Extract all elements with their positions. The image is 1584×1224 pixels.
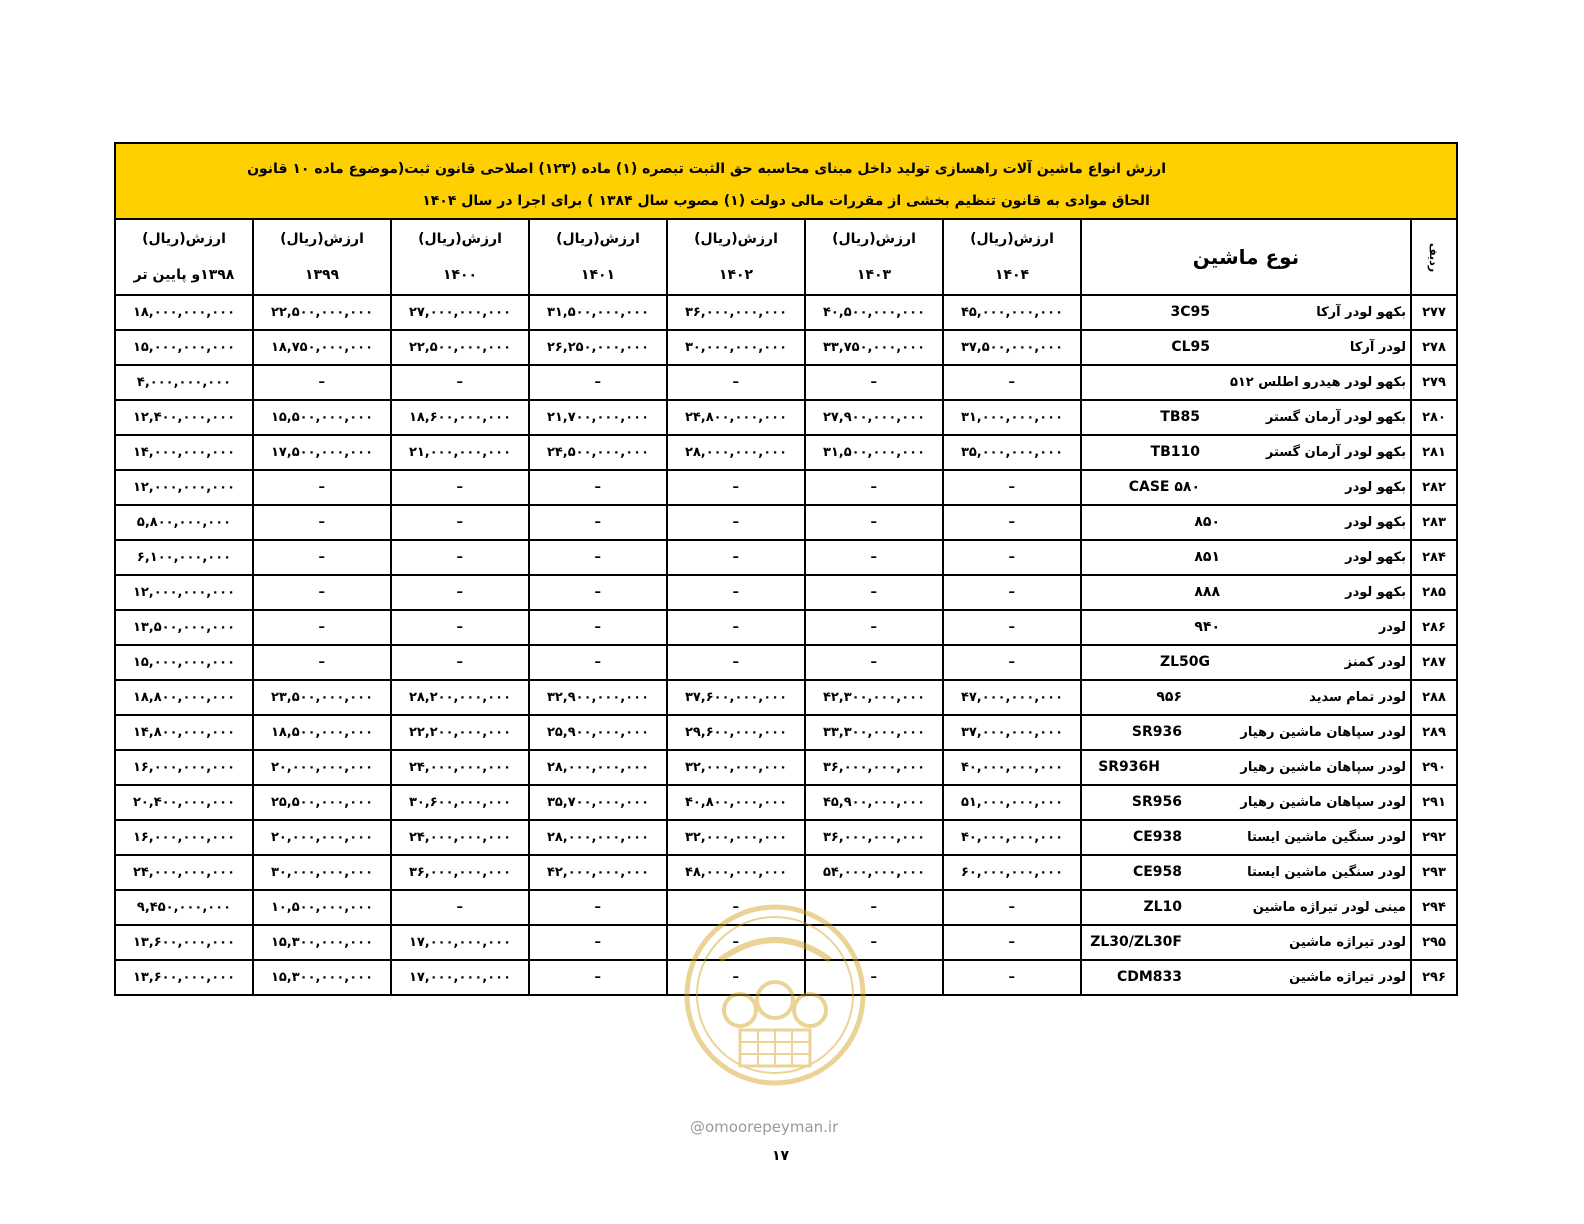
row-number: ۲۸۰ xyxy=(1411,400,1457,435)
table-row xyxy=(115,855,1457,890)
machine-name-cell xyxy=(1081,435,1411,470)
table-row xyxy=(115,295,1457,330)
value-cell: – xyxy=(529,505,667,540)
table-row xyxy=(115,645,1457,680)
value-cell: ۳۶,۰۰۰,۰۰۰,۰۰۰ xyxy=(667,295,805,330)
value-cell: ۱۷,۰۰۰,۰۰۰,۰۰۰ xyxy=(391,960,529,995)
value-cell: – xyxy=(529,470,667,505)
header-value-col xyxy=(115,219,253,295)
header-value-col xyxy=(391,219,529,295)
machine-model-code: CE938 xyxy=(1132,829,1182,845)
value-cell: – xyxy=(943,540,1081,575)
machine-name: بکهو لودر xyxy=(1345,550,1406,565)
machine-name: بکهو لودر xyxy=(1345,480,1406,495)
value-cell: – xyxy=(943,890,1081,925)
header-radif: ردیف xyxy=(1411,219,1457,295)
value-cell: ۱۷,۵۰۰,۰۰۰,۰۰۰ xyxy=(253,435,391,470)
value-cell: ۱۸,۰۰۰,۰۰۰,۰۰۰ xyxy=(115,295,253,330)
value-cell: ۴۰,۰۰۰,۰۰۰,۰۰۰ xyxy=(943,820,1081,855)
value-cell: ۵۱,۰۰۰,۰۰۰,۰۰۰ xyxy=(943,785,1081,820)
value-cell: – xyxy=(529,960,667,995)
value-cell: – xyxy=(805,575,943,610)
value-cell: ۳۵,۰۰۰,۰۰۰,۰۰۰ xyxy=(943,435,1081,470)
value-cell: ۳۱,۵۰۰,۰۰۰,۰۰۰ xyxy=(805,435,943,470)
machine-name-cell xyxy=(1081,610,1411,645)
header-year: ۱۴۰۱ xyxy=(580,267,616,283)
machine-name: لودر تیراژه ماشین xyxy=(1289,935,1406,950)
machine-name: بکهو لودر آرمان گستر xyxy=(1265,445,1406,460)
machinery-value-table xyxy=(114,142,1458,996)
value-cell: ۱۸,۵۰۰,۰۰۰,۰۰۰ xyxy=(253,715,391,750)
machine-name: لودر تمام سدید xyxy=(1309,690,1406,705)
machine-name-cell xyxy=(1081,785,1411,820)
value-cell: – xyxy=(805,365,943,400)
row-number: ۲۹۰ xyxy=(1411,750,1457,785)
table-row xyxy=(115,715,1457,750)
value-cell: – xyxy=(391,645,529,680)
machine-name: لودر xyxy=(1378,620,1406,635)
value-cell: – xyxy=(667,365,805,400)
value-cell: – xyxy=(253,610,391,645)
machine-name: لودر سپاهان ماشین رهیار xyxy=(1240,760,1406,775)
value-cell: ۴۷,۰۰۰,۰۰۰,۰۰۰ xyxy=(943,680,1081,715)
value-cell: ۲۴,۰۰۰,۰۰۰,۰۰۰ xyxy=(391,820,529,855)
header-value-label: ارزش(ریال) xyxy=(556,231,640,247)
row-number: ۲۹۴ xyxy=(1411,890,1457,925)
machine-name: بکهو لودر آرمان گستر xyxy=(1265,410,1406,425)
machine-model-code: 3C95 xyxy=(1170,304,1210,320)
value-cell: ۲۵,۵۰۰,۰۰۰,۰۰۰ xyxy=(253,785,391,820)
value-cell: ۱۲,۴۰۰,۰۰۰,۰۰۰ xyxy=(115,400,253,435)
table-row xyxy=(115,575,1457,610)
value-cell: – xyxy=(391,470,529,505)
table-row xyxy=(115,330,1457,365)
value-cell: ۲۴,۰۰۰,۰۰۰,۰۰۰ xyxy=(391,750,529,785)
value-cell: ۲۱,۰۰۰,۰۰۰,۰۰۰ xyxy=(391,435,529,470)
value-cell: – xyxy=(391,365,529,400)
value-cell: ۲۰,۰۰۰,۰۰۰,۰۰۰ xyxy=(253,750,391,785)
value-cell: ۳۶,۰۰۰,۰۰۰,۰۰۰ xyxy=(805,820,943,855)
machine-name: لودر آرکا xyxy=(1349,340,1406,355)
machine-name-cell xyxy=(1081,400,1411,435)
value-cell: – xyxy=(943,470,1081,505)
value-cell: – xyxy=(805,470,943,505)
value-cell: – xyxy=(943,610,1081,645)
row-number: ۲۸۴ xyxy=(1411,540,1457,575)
value-cell: ۱۳,۵۰۰,۰۰۰,۰۰۰ xyxy=(115,610,253,645)
machine-name: لودر سپاهان ماشین رهیار xyxy=(1240,795,1406,810)
header-value-col xyxy=(529,219,667,295)
value-cell: – xyxy=(805,890,943,925)
machine-name: لودر سنگین ماشین ایستا xyxy=(1247,830,1406,845)
header-value-col xyxy=(805,219,943,295)
value-cell: ۲۶,۲۵۰,۰۰۰,۰۰۰ xyxy=(529,330,667,365)
value-cell: ۴۲,۰۰۰,۰۰۰,۰۰۰ xyxy=(529,855,667,890)
row-number: ۲۹۳ xyxy=(1411,855,1457,890)
row-number: ۲۸۹ xyxy=(1411,715,1457,750)
table-row xyxy=(115,925,1457,960)
value-cell: ۳۰,۰۰۰,۰۰۰,۰۰۰ xyxy=(667,330,805,365)
value-cell: ۳۰,۶۰۰,۰۰۰,۰۰۰ xyxy=(391,785,529,820)
value-cell: – xyxy=(805,505,943,540)
value-cell: ۲۵,۹۰۰,۰۰۰,۰۰۰ xyxy=(529,715,667,750)
machine-model-code: TB85 xyxy=(1160,409,1200,425)
header-machine-type: نوع ماشین xyxy=(1081,219,1411,295)
header-value-col xyxy=(667,219,805,295)
value-cell: ۴۵,۹۰۰,۰۰۰,۰۰۰ xyxy=(805,785,943,820)
value-cell: – xyxy=(391,540,529,575)
value-cell: ۱۷,۰۰۰,۰۰۰,۰۰۰ xyxy=(391,925,529,960)
header-value-col xyxy=(253,219,391,295)
row-number: ۲۸۷ xyxy=(1411,645,1457,680)
machine-name-cell xyxy=(1081,575,1411,610)
value-cell: ۱۳,۶۰۰,۰۰۰,۰۰۰ xyxy=(115,960,253,995)
table-row xyxy=(115,750,1457,785)
value-cell: ۳۲,۰۰۰,۰۰۰,۰۰۰ xyxy=(667,820,805,855)
machine-name-cell xyxy=(1081,680,1411,715)
value-cell: ۳۷,۶۰۰,۰۰۰,۰۰۰ xyxy=(667,680,805,715)
machine-model-code: ۸۵۰ xyxy=(1194,514,1220,530)
machine-name-cell xyxy=(1081,295,1411,330)
value-cell: ۴۰,۰۰۰,۰۰۰,۰۰۰ xyxy=(943,750,1081,785)
value-cell: ۴۸,۰۰۰,۰۰۰,۰۰۰ xyxy=(667,855,805,890)
machine-name-cell xyxy=(1081,750,1411,785)
value-cell: – xyxy=(667,925,805,960)
header-value-label: ارزش(ریال) xyxy=(280,231,364,247)
machine-model-code: ۹۵۶ xyxy=(1156,689,1182,705)
machine-name: لودر سپاهان ماشین رهیار xyxy=(1240,725,1406,740)
value-cell: ۲۹,۶۰۰,۰۰۰,۰۰۰ xyxy=(667,715,805,750)
machine-model-code: ۸۵۱ xyxy=(1194,549,1220,565)
machine-name-cell xyxy=(1081,855,1411,890)
row-number: ۲۹۲ xyxy=(1411,820,1457,855)
value-cell: – xyxy=(667,470,805,505)
value-cell: – xyxy=(391,610,529,645)
value-cell: ۳۲,۰۰۰,۰۰۰,۰۰۰ xyxy=(667,750,805,785)
table-row xyxy=(115,785,1457,820)
value-cell: ۲۸,۰۰۰,۰۰۰,۰۰۰ xyxy=(667,435,805,470)
value-cell: – xyxy=(391,575,529,610)
value-cell: – xyxy=(943,575,1081,610)
header-year: ۱۴۰۰ xyxy=(442,267,478,283)
value-cell: ۲۳,۵۰۰,۰۰۰,۰۰۰ xyxy=(253,680,391,715)
machine-name: لودر سنگین ماشین ایستا xyxy=(1247,865,1406,880)
value-cell: – xyxy=(943,925,1081,960)
value-cell: ۲۷,۰۰۰,۰۰۰,۰۰۰ xyxy=(391,295,529,330)
machine-model-code: SR936 xyxy=(1131,724,1182,740)
value-cell: ۱۵,۵۰۰,۰۰۰,۰۰۰ xyxy=(253,400,391,435)
value-cell: – xyxy=(391,505,529,540)
machine-name-cell xyxy=(1081,820,1411,855)
row-number: ۲۸۸ xyxy=(1411,680,1457,715)
machine-model-code: SR936H xyxy=(1098,759,1160,775)
machine-name: لودر کمنز xyxy=(1344,655,1406,670)
table-row xyxy=(115,400,1457,435)
value-cell: ۱۰,۵۰۰,۰۰۰,۰۰۰ xyxy=(253,890,391,925)
header-year: ۱۳۹۸و پایین تر xyxy=(133,267,235,283)
header-year: ۱۴۰۲ xyxy=(718,267,754,283)
value-cell: – xyxy=(667,610,805,645)
value-cell: ۲۲,۵۰۰,۰۰۰,۰۰۰ xyxy=(391,330,529,365)
value-cell: – xyxy=(529,925,667,960)
header-value-label: ارزش(ریال) xyxy=(418,231,502,247)
row-number: ۲۷۹ xyxy=(1411,365,1457,400)
title-line-2: الحاق موادی به قانون تنظیم بخشی از مقررات مالی دولت (۱) مصوب سال ۱۳۸۴ ) برای اجرا در سال ۱۴۰۴ xyxy=(422,193,1150,209)
value-cell: ۴۲,۳۰۰,۰۰۰,۰۰۰ xyxy=(805,680,943,715)
value-cell: – xyxy=(253,645,391,680)
value-cell: ۲۰,۰۰۰,۰۰۰,۰۰۰ xyxy=(253,820,391,855)
value-cell: ۱۴,۸۰۰,۰۰۰,۰۰۰ xyxy=(115,715,253,750)
value-cell: ۲۲,۲۰۰,۰۰۰,۰۰۰ xyxy=(391,715,529,750)
value-cell: ۲۷,۹۰۰,۰۰۰,۰۰۰ xyxy=(805,400,943,435)
value-cell: ۶,۱۰۰,۰۰۰,۰۰۰ xyxy=(115,540,253,575)
value-cell: – xyxy=(943,365,1081,400)
machine-model-code: ZL10 xyxy=(1143,899,1182,915)
value-cell: ۱۸,۸۰۰,۰۰۰,۰۰۰ xyxy=(115,680,253,715)
value-cell: – xyxy=(943,505,1081,540)
value-cell: ۵۴,۰۰۰,۰۰۰,۰۰۰ xyxy=(805,855,943,890)
value-cell: – xyxy=(529,540,667,575)
machine-name: بکهو لودر xyxy=(1345,585,1406,600)
value-cell: – xyxy=(805,925,943,960)
value-cell: ۱۲,۰۰۰,۰۰۰,۰۰۰ xyxy=(115,575,253,610)
value-cell: ۳۷,۰۰۰,۰۰۰,۰۰۰ xyxy=(943,715,1081,750)
table-row xyxy=(115,890,1457,925)
row-number: ۲۸۱ xyxy=(1411,435,1457,470)
table-row xyxy=(115,470,1457,505)
value-cell: – xyxy=(253,505,391,540)
value-cell: – xyxy=(943,960,1081,995)
value-cell: ۴,۰۰۰,۰۰۰,۰۰۰ xyxy=(115,365,253,400)
value-cell: – xyxy=(805,540,943,575)
value-cell: ۴۵,۰۰۰,۰۰۰,۰۰۰ xyxy=(943,295,1081,330)
value-cell: ۱۸,۶۰۰,۰۰۰,۰۰۰ xyxy=(391,400,529,435)
machine-model-code: ZL50G xyxy=(1159,654,1210,670)
table-row xyxy=(115,610,1457,645)
table-row xyxy=(115,680,1457,715)
value-cell: ۳۶,۰۰۰,۰۰۰,۰۰۰ xyxy=(805,750,943,785)
value-cell: ۳۲,۹۰۰,۰۰۰,۰۰۰ xyxy=(529,680,667,715)
machine-name-cell xyxy=(1081,330,1411,365)
value-cell: ۱۳,۶۰۰,۰۰۰,۰۰۰ xyxy=(115,925,253,960)
row-number: ۲۹۶ xyxy=(1411,960,1457,995)
value-cell: – xyxy=(667,890,805,925)
machine-name-cell xyxy=(1081,645,1411,680)
row-number: ۲۹۱ xyxy=(1411,785,1457,820)
machine-name: بکهو لودر آرکا xyxy=(1316,305,1406,320)
machine-name: بکهو لودر هیدرو اطلس ۵۱۲ xyxy=(1229,375,1406,390)
page-number: ۱۷ xyxy=(772,1148,790,1164)
value-cell: ۱۲,۰۰۰,۰۰۰,۰۰۰ xyxy=(115,470,253,505)
machine-name: لودر تیراژه ماشین xyxy=(1289,970,1406,985)
value-cell: ۳۱,۵۰۰,۰۰۰,۰۰۰ xyxy=(529,295,667,330)
machine-model-code: ۹۴۰ xyxy=(1194,619,1220,635)
value-cell: – xyxy=(667,575,805,610)
header-value-label: ارزش(ریال) xyxy=(832,231,916,247)
value-cell: – xyxy=(667,960,805,995)
value-cell: ۲۲,۵۰۰,۰۰۰,۰۰۰ xyxy=(253,295,391,330)
row-number: ۲۸۳ xyxy=(1411,505,1457,540)
row-number: ۲۷۷ xyxy=(1411,295,1457,330)
website-watermark: @omoorepeyman.ir xyxy=(690,1118,839,1136)
value-cell: – xyxy=(529,365,667,400)
value-cell: – xyxy=(253,540,391,575)
machine-name-cell xyxy=(1081,365,1411,400)
table-row xyxy=(115,540,1457,575)
value-cell: ۳۳,۳۰۰,۰۰۰,۰۰۰ xyxy=(805,715,943,750)
value-cell: ۱۴,۰۰۰,۰۰۰,۰۰۰ xyxy=(115,435,253,470)
machine-model-code: CDM833 xyxy=(1116,969,1182,985)
value-cell: ۱۵,۳۰۰,۰۰۰,۰۰۰ xyxy=(253,925,391,960)
row-number: ۲۸۶ xyxy=(1411,610,1457,645)
header-value-label: ارزش(ریال) xyxy=(970,231,1054,247)
table-row xyxy=(115,960,1457,995)
value-cell: – xyxy=(253,470,391,505)
value-cell: – xyxy=(667,540,805,575)
machine-name-cell xyxy=(1081,715,1411,750)
value-cell: – xyxy=(943,645,1081,680)
machine-model-code: CASE ۵۸۰ xyxy=(1128,479,1200,495)
machine-name: مینی لودر تیراژه ماشین xyxy=(1252,900,1406,915)
value-cell: – xyxy=(805,960,943,995)
value-cell: ۲۰,۴۰۰,۰۰۰,۰۰۰ xyxy=(115,785,253,820)
machine-name: بکهو لودر xyxy=(1345,515,1406,530)
value-cell: ۲۸,۲۰۰,۰۰۰,۰۰۰ xyxy=(391,680,529,715)
value-cell: – xyxy=(253,365,391,400)
machine-model-code: ۸۸۸ xyxy=(1194,584,1220,600)
value-cell: – xyxy=(805,610,943,645)
value-cell: – xyxy=(805,645,943,680)
machine-name-cell xyxy=(1081,890,1411,925)
value-cell: ۲۸,۰۰۰,۰۰۰,۰۰۰ xyxy=(529,820,667,855)
value-cell: ۱۸,۷۵۰,۰۰۰,۰۰۰ xyxy=(253,330,391,365)
value-cell: ۲۴,۰۰۰,۰۰۰,۰۰۰ xyxy=(115,855,253,890)
machine-name-cell xyxy=(1081,540,1411,575)
value-cell: ۳۳,۷۵۰,۰۰۰,۰۰۰ xyxy=(805,330,943,365)
row-number: ۲۸۲ xyxy=(1411,470,1457,505)
value-cell: ۶۰,۰۰۰,۰۰۰,۰۰۰ xyxy=(943,855,1081,890)
value-cell: ۱۶,۰۰۰,۰۰۰,۰۰۰ xyxy=(115,750,253,785)
value-cell: ۲۸,۰۰۰,۰۰۰,۰۰۰ xyxy=(529,750,667,785)
value-cell: ۳۷,۵۰۰,۰۰۰,۰۰۰ xyxy=(943,330,1081,365)
row-number: ۲۸۵ xyxy=(1411,575,1457,610)
row-number: ۲۷۸ xyxy=(1411,330,1457,365)
value-cell: ۴۰,۸۰۰,۰۰۰,۰۰۰ xyxy=(667,785,805,820)
machine-name-cell xyxy=(1081,960,1411,995)
row-number: ۲۹۵ xyxy=(1411,925,1457,960)
machine-name-cell xyxy=(1081,925,1411,960)
value-cell: ۱۵,۰۰۰,۰۰۰,۰۰۰ xyxy=(115,330,253,365)
table-title xyxy=(115,143,1457,219)
value-cell: ۳۰,۰۰۰,۰۰۰,۰۰۰ xyxy=(253,855,391,890)
machine-model-code: CL95 xyxy=(1171,339,1210,355)
value-cell: ۲۴,۵۰۰,۰۰۰,۰۰۰ xyxy=(529,435,667,470)
header-year: ۱۴۰۳ xyxy=(856,267,892,283)
value-cell: – xyxy=(667,505,805,540)
table-row xyxy=(115,365,1457,400)
value-cell: – xyxy=(529,575,667,610)
document-page xyxy=(114,142,1456,996)
table-row xyxy=(115,505,1457,540)
header-value-col xyxy=(943,219,1081,295)
value-cell: ۵,۸۰۰,۰۰۰,۰۰۰ xyxy=(115,505,253,540)
value-cell: ۱۵,۳۰۰,۰۰۰,۰۰۰ xyxy=(253,960,391,995)
table-row xyxy=(115,820,1457,855)
value-cell: ۴۰,۵۰۰,۰۰۰,۰۰۰ xyxy=(805,295,943,330)
value-cell: – xyxy=(253,575,391,610)
value-cell: – xyxy=(667,645,805,680)
machine-model-code: ZL30/ZL30F xyxy=(1090,934,1182,950)
value-cell: ۱۵,۰۰۰,۰۰۰,۰۰۰ xyxy=(115,645,253,680)
header-value-label: ارزش(ریال) xyxy=(142,231,226,247)
machine-model-code: CE958 xyxy=(1132,864,1182,880)
value-cell: ۲۱,۷۰۰,۰۰۰,۰۰۰ xyxy=(529,400,667,435)
value-cell: ۳۶,۰۰۰,۰۰۰,۰۰۰ xyxy=(391,855,529,890)
value-cell: – xyxy=(391,890,529,925)
value-cell: ۲۴,۸۰۰,۰۰۰,۰۰۰ xyxy=(667,400,805,435)
value-cell: – xyxy=(529,645,667,680)
value-cell: ۹,۴۵۰,۰۰۰,۰۰۰ xyxy=(115,890,253,925)
value-cell: – xyxy=(529,610,667,645)
value-cell: ۳۱,۰۰۰,۰۰۰,۰۰۰ xyxy=(943,400,1081,435)
header-year: ۱۴۰۴ xyxy=(994,267,1030,283)
table-row xyxy=(115,435,1457,470)
value-cell: – xyxy=(529,890,667,925)
machine-model-code: SR956 xyxy=(1131,794,1182,810)
machine-name-cell xyxy=(1081,505,1411,540)
machine-name-cell xyxy=(1081,470,1411,505)
header-year: ۱۳۹۹ xyxy=(304,267,340,283)
header-value-label: ارزش(ریال) xyxy=(694,231,778,247)
value-cell: ۳۵,۷۰۰,۰۰۰,۰۰۰ xyxy=(529,785,667,820)
title-line-1: ارزش انواع ماشین آلات راهسازی تولید داخل مبنای محاسبه حق الثبت تبصره (۱) ماده (۱۲۳) اصلاحی قانون ثبت(موضوع ماده ۱۰ قانون xyxy=(247,161,1166,177)
value-cell: ۱۶,۰۰۰,۰۰۰,۰۰۰ xyxy=(115,820,253,855)
machine-model-code: TB110 xyxy=(1150,444,1200,460)
